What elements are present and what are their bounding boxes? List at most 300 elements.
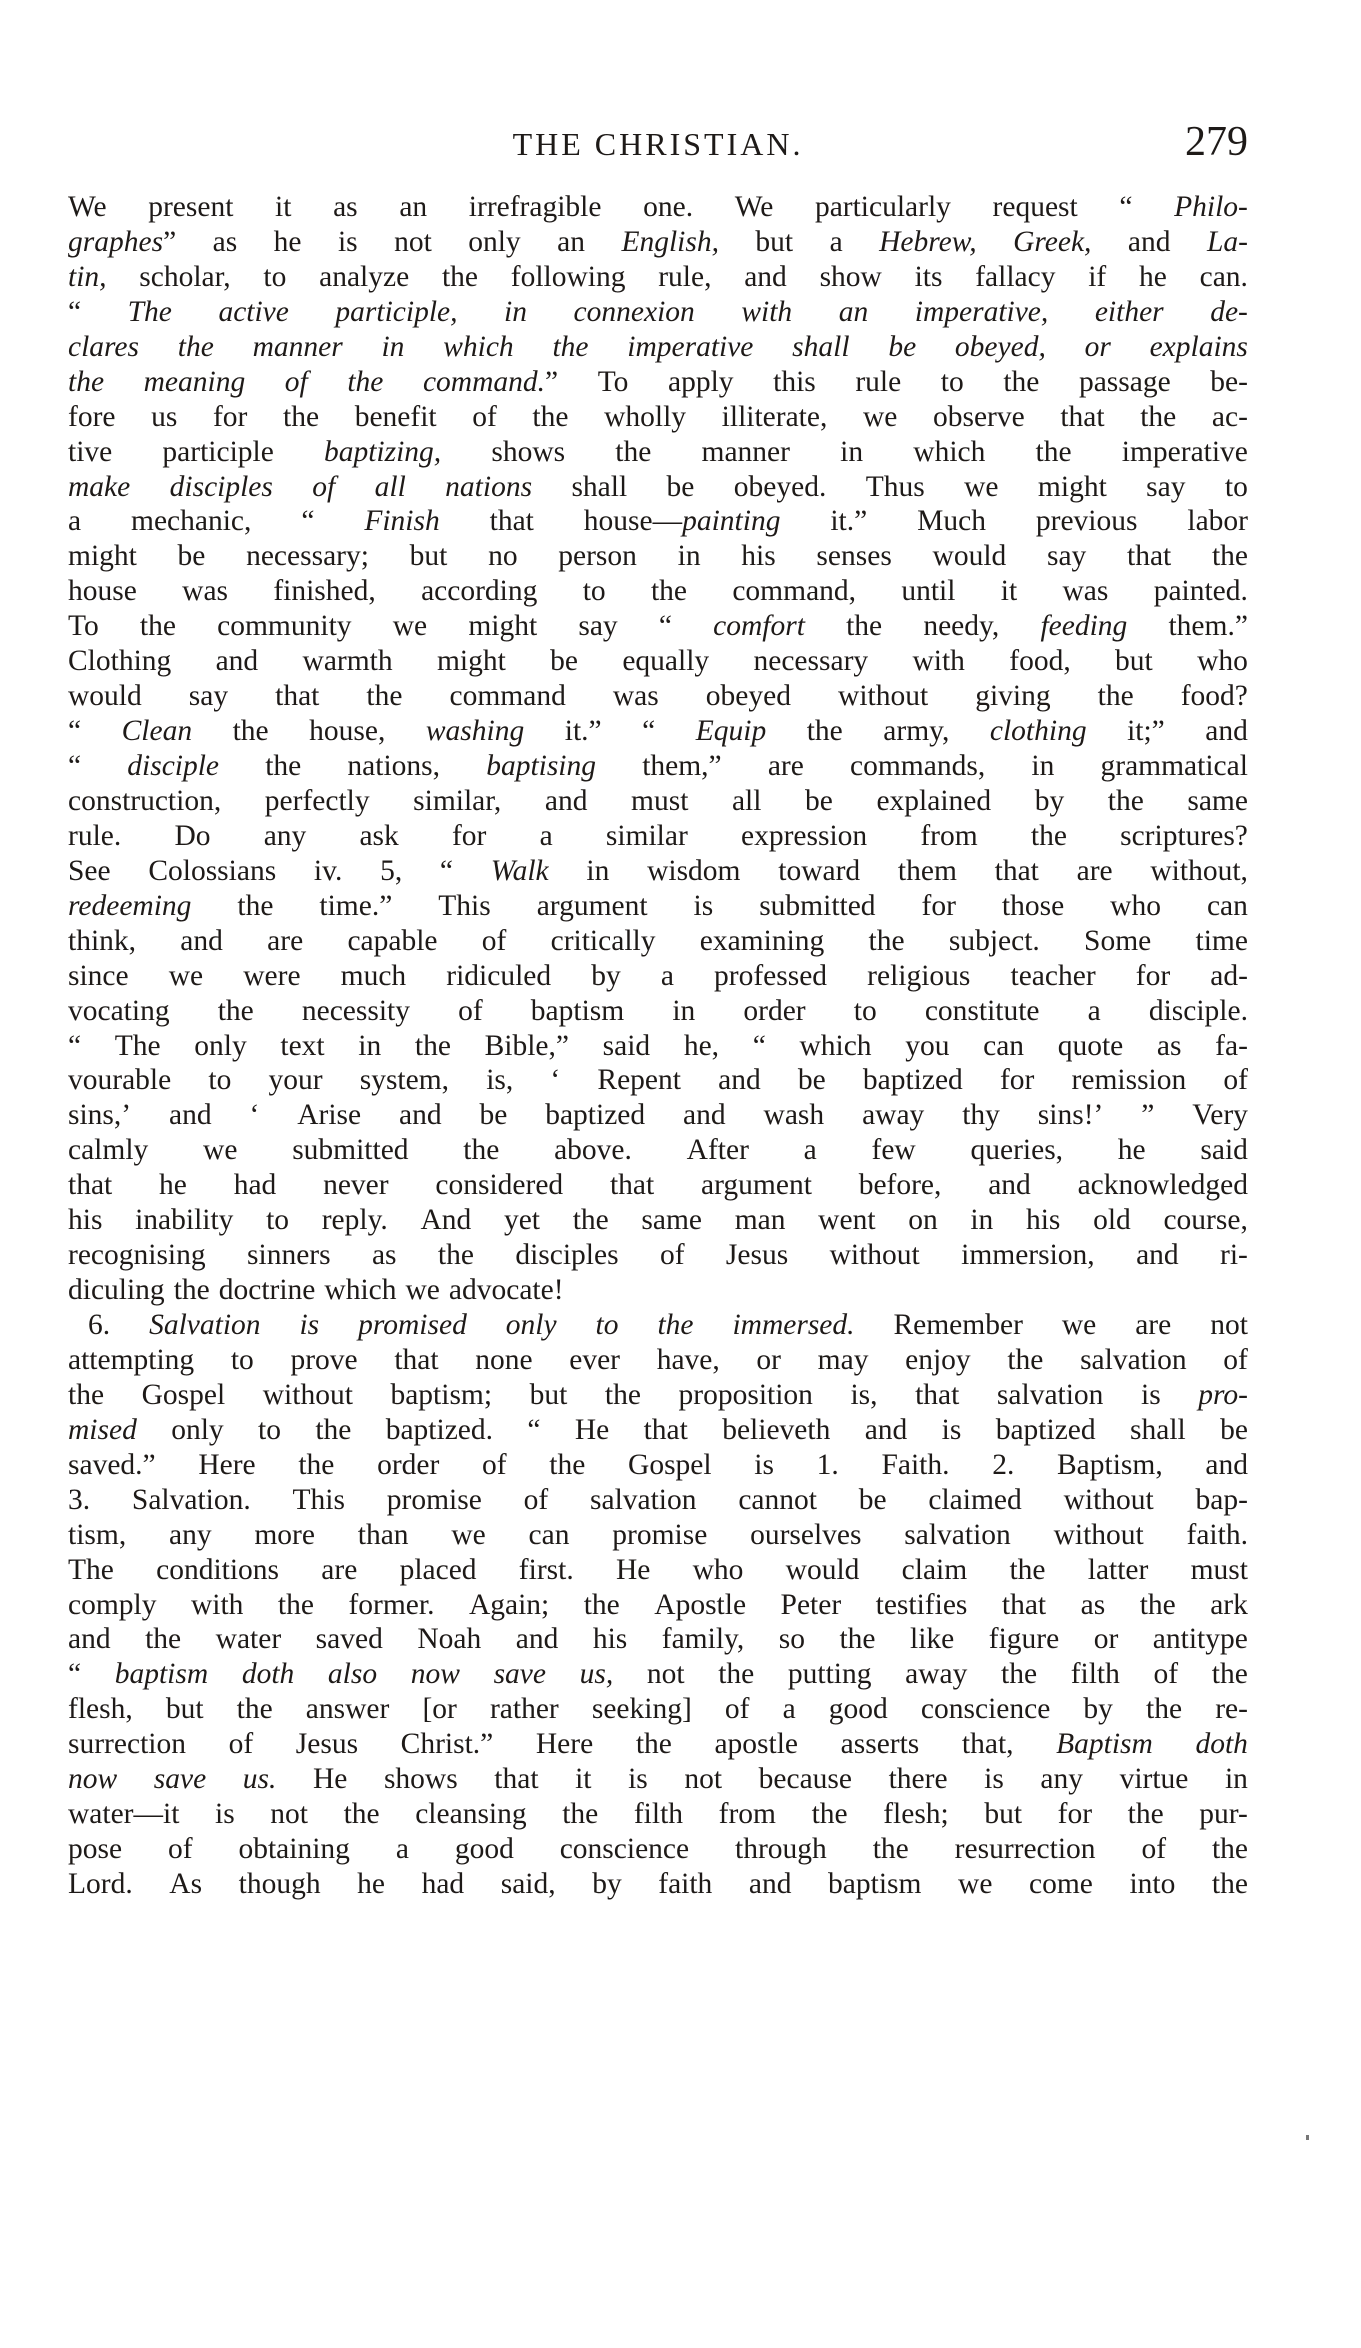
word: above. [554,1134,632,1167]
word: and [988,1169,1031,1202]
word: the [347,365,384,398]
word: placed [399,1553,477,1586]
word: “ [68,715,82,748]
word: toward [778,854,861,887]
word: “ [658,610,672,643]
word: in [504,295,527,328]
word: fa- [1215,1029,1248,1062]
word: say [1146,470,1186,503]
word: it.” [564,715,602,748]
word: for [999,1064,1035,1097]
word: we [958,1868,993,1900]
word: and [748,1868,792,1900]
word: Equip [695,715,767,748]
word: perfectly [264,784,370,817]
word: in [1224,1763,1248,1796]
word: to [1224,470,1248,503]
word: sins!’ [1037,1099,1104,1132]
word: and [169,1099,212,1132]
word: rule. [68,819,122,852]
word: community [217,610,352,643]
word: explained [876,784,992,817]
word: meaning [143,365,246,398]
word: ‘ [550,1064,561,1097]
word: the [583,1588,620,1621]
word: of [481,924,507,957]
word: necessity [301,994,410,1027]
word: say [188,680,229,713]
ink-speck [1306,2135,1309,2140]
word: by [592,1868,622,1900]
word: baptized. [385,1413,494,1446]
word: labor [1187,505,1248,538]
word: as [1156,1029,1182,1062]
word: command.” [422,365,559,398]
word: rule, [658,260,712,293]
text-line [68,539,1248,574]
word: critically [550,924,656,957]
word: conditions [156,1553,280,1586]
word: the [868,924,905,957]
word: have, [656,1343,720,1376]
word: are [767,750,804,782]
word: sins,’ [68,1099,132,1132]
word: the [414,1029,451,1062]
text-line [68,190,1248,225]
word: and [544,784,588,817]
word: because [758,1763,852,1796]
text-line [68,1203,1248,1238]
word: is, [850,1378,878,1411]
word: with [912,645,965,678]
word: without, [1150,854,1248,887]
word: Here [198,1448,256,1481]
word: former. [348,1588,435,1621]
word: if [1088,260,1107,293]
word: water—it [68,1798,180,1831]
word: commands, [850,750,986,782]
text-line [68,609,1248,644]
word: redeeming [68,889,192,922]
word: He [615,1553,651,1586]
word: with [741,295,793,328]
word: Walk [490,854,549,887]
word: surrection [68,1728,186,1761]
word: of [472,400,497,433]
word: the [1211,1833,1248,1866]
word: we [168,959,204,992]
word: needy, [923,610,1000,643]
word: tive [68,435,113,468]
word: Faith. [881,1448,950,1481]
word: considered [435,1169,564,1202]
word: believeth [722,1413,831,1446]
word: doctrine [218,1274,316,1307]
text-line [68,1622,1248,1657]
word: benefit [354,400,437,433]
text-line [68,1727,1248,1762]
word: only [194,1029,247,1062]
word: them [897,854,957,887]
text-line [68,225,1248,260]
text-line [68,749,1248,784]
word: the [1003,365,1040,398]
word: was [612,680,659,713]
word: to [263,260,287,293]
word: it [275,191,292,223]
word: Greek, [1013,225,1092,258]
word: the [1146,1693,1183,1726]
word: for [921,889,956,922]
word: nations [445,470,533,503]
word: the [615,435,652,468]
word: that [609,1169,655,1202]
word: might [436,645,506,678]
word: to [582,575,606,608]
word: argument [701,1169,812,1202]
word: recognising [68,1239,206,1272]
text-line [68,854,1248,889]
word: constitute [924,994,1040,1027]
word: his [68,1204,103,1237]
word: had [421,1868,465,1900]
word: rather [489,1693,559,1726]
word: Christ.” [400,1728,494,1761]
word: Gospel [628,1448,712,1481]
word: answer [305,1693,390,1726]
word: 3. [68,1483,91,1516]
word: promised [358,1309,467,1341]
word: as [333,191,358,223]
word: he [1117,1134,1146,1167]
word: ask [359,819,399,852]
text-line [68,574,1248,609]
word: diculing [68,1274,165,1307]
word: mechanic, [131,505,252,538]
word: of [167,1833,193,1866]
word: ad- [1210,959,1248,992]
word: the [1139,1588,1176,1621]
word: La- [1206,225,1248,258]
word: time [1195,924,1248,957]
word: Arise [297,1099,362,1132]
word: of [1223,1064,1248,1097]
word: disciple [127,750,220,782]
word: of [228,1728,254,1761]
word: the [437,1239,474,1272]
word: conscience [920,1693,1051,1726]
text-line [68,1273,1248,1308]
word: resurrection [954,1833,1096,1866]
word: same [641,1204,703,1237]
word: “ [439,854,454,887]
word: that [394,1343,439,1376]
word: the [604,1378,641,1411]
text-line [68,1098,1248,1133]
word: a [803,1134,817,1167]
word: similar [605,819,688,852]
word: conscience [559,1833,690,1866]
word: is [299,1309,320,1341]
word: who [1110,889,1161,922]
word: teacher [1010,959,1096,992]
word: promise [386,1483,482,1516]
word: ourselves [750,1518,862,1551]
word: and [180,924,223,957]
word: a [68,505,82,538]
word: the [1140,400,1177,433]
word: salvation [590,1483,697,1516]
word: be [177,540,206,573]
word: participle, [335,295,458,328]
word: nations, [347,750,441,782]
word: of [659,1239,685,1272]
word: the [277,1588,314,1621]
word: active [218,295,289,328]
word: the [217,994,254,1027]
word: We [68,191,107,223]
word: that [68,1169,113,1202]
word: the [1001,1658,1038,1691]
word: that [489,505,534,538]
word: ” [1141,1099,1155,1132]
word: the [366,680,403,713]
word: Jesus [295,1728,359,1761]
word: a [829,225,843,258]
word: He [312,1763,348,1796]
word: for [212,400,248,433]
word: “ [68,295,82,328]
word: argument [536,889,648,922]
word: we [862,400,898,433]
word: he [273,225,302,258]
word: is [941,1413,962,1446]
word: irrefragible [468,191,602,223]
word: faith [658,1868,713,1900]
word: Gospel [141,1378,226,1411]
word: reply. [321,1204,388,1237]
word: previous [1035,505,1138,538]
word: of [458,994,483,1027]
word: food? [1180,680,1248,713]
word: make [68,470,131,503]
word: save [493,1658,546,1691]
word: it [575,1763,592,1796]
word: Salvation [149,1309,261,1341]
word: is [337,225,358,258]
word: good [454,1833,514,1866]
word: an [557,225,585,258]
word: Here [535,1728,594,1761]
word: ri- [1220,1239,1248,1272]
word: sinners [247,1239,331,1272]
word: observe [932,400,1025,433]
word: without [1063,1483,1154,1516]
word: The [114,1029,161,1062]
word: though [238,1868,321,1900]
word: To [597,365,629,398]
word: cannot [738,1483,817,1516]
word: them,” [642,750,722,782]
word: vourable [68,1064,172,1097]
word: and [864,1413,908,1446]
word: baptism; [390,1378,493,1411]
word: we [451,1518,486,1551]
word: one. [643,191,694,223]
word: can [983,1029,1025,1062]
word: the [806,715,843,748]
word: wash [763,1099,825,1132]
word: of [1223,1343,1248,1376]
word: imperative [627,330,754,363]
word: Do [174,819,211,852]
text-line [68,470,1248,505]
word: be [888,330,917,363]
word: is [215,1798,235,1831]
word: but [984,1798,1023,1831]
text-line [68,924,1248,959]
word: passage [1078,365,1171,398]
word: the [1107,784,1144,817]
word: “ [1119,191,1133,223]
word: baptized [995,1413,1096,1446]
word: the [1035,435,1072,468]
text-line [68,994,1248,1029]
word: comply [68,1588,157,1621]
word: doth [1195,1728,1248,1761]
text-line [68,295,1248,330]
word: in [381,330,405,363]
word: would [785,1553,860,1586]
word: us [151,400,178,433]
word: Hebrew, [879,225,977,258]
word: not [684,1763,723,1796]
word: professed [714,959,828,992]
word: than [357,1518,409,1551]
word: the [572,1204,609,1237]
text-line [68,1378,1248,1413]
text-line [68,1762,1248,1797]
word: 6. [88,1309,111,1341]
word: rule [855,365,902,398]
text-line [68,1518,1248,1553]
word: course, [1163,1204,1248,1237]
word: was [1062,575,1109,608]
word: This [292,1483,345,1516]
text-line [68,1168,1248,1203]
word: Peter [780,1588,842,1621]
word: putting [787,1658,872,1691]
word: pur- [1199,1798,1248,1831]
word: that [1127,540,1172,573]
word: shall [1130,1413,1186,1446]
word: be [666,470,695,503]
word: 1. [816,1448,839,1481]
text-line [68,1483,1248,1518]
word: re- [1215,1693,1248,1726]
word: antitype [1152,1623,1248,1656]
word: immersed. [732,1309,855,1341]
word: capable [347,924,438,957]
word: we [1061,1309,1097,1341]
text-line [68,400,1248,435]
word: a [395,1833,409,1866]
text-line [68,1797,1248,1832]
word: to [258,1413,281,1446]
word: iv. [313,854,343,887]
word: in [672,994,696,1027]
word: pro- [1198,1378,1248,1411]
word: yet [503,1204,541,1237]
word: a [660,959,674,992]
word: Salvation. [131,1483,251,1516]
word: food, [1009,645,1071,678]
word: a [1087,994,1101,1027]
word: save [153,1763,207,1796]
word: baptism [114,1658,209,1691]
word: faith. [1186,1518,1248,1551]
word: examining [699,924,825,957]
word: and [1205,1448,1248,1481]
word: are [1076,854,1113,887]
word: attempting [68,1343,195,1376]
word: the [1211,1868,1248,1900]
word: ac- [1211,400,1248,433]
word: the [552,330,589,363]
word: either [1094,295,1164,328]
word: and [744,260,787,293]
word: Much [917,505,986,538]
word: system, [359,1064,450,1097]
word: flesh, [68,1693,133,1726]
word: any [263,819,307,852]
word: to [208,1064,232,1097]
word: to [595,1309,619,1341]
word: comfort [713,610,805,643]
word: and [683,1099,726,1132]
word: might [468,610,538,643]
word: tism, [68,1518,127,1551]
word: “ [752,1029,766,1062]
word: the [635,1728,672,1761]
running-title: THE CHRISTIAN. [512,126,804,162]
word: his [592,1623,628,1656]
word: the [839,1623,876,1656]
word: apostle [714,1728,799,1761]
word: explains [1149,330,1248,363]
word: also [327,1658,378,1691]
word: and [68,1623,111,1656]
word: same [1187,784,1248,817]
word: After [686,1134,749,1167]
word: saved.” [68,1448,156,1481]
word: a [539,819,553,852]
word: but [165,1693,204,1726]
word: baptized [862,1064,963,1097]
word: we [964,470,999,503]
word: illiterate, [721,400,828,433]
word: of [284,365,308,398]
word: the [173,1274,210,1307]
word: but [529,1378,568,1411]
word: to [266,1204,290,1237]
word: it;” [1127,715,1165,748]
word: advocate! [448,1274,564,1307]
word: salvation [996,1378,1104,1411]
word: of [482,1448,507,1481]
word: seeking] [591,1693,692,1726]
word: construction, [68,784,222,817]
